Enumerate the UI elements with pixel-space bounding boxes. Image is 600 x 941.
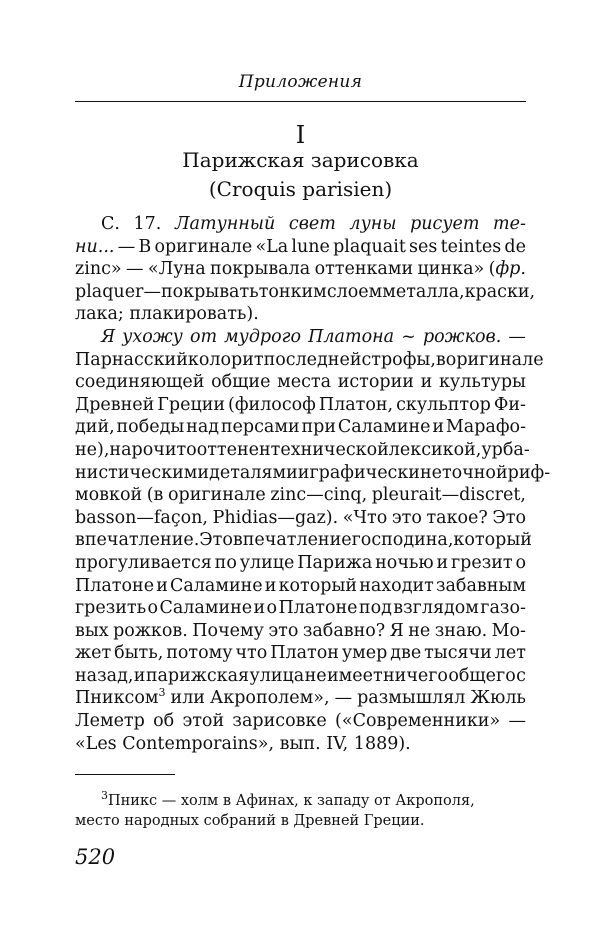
word: Латунный (174, 214, 276, 234)
word: рожков. (113, 620, 188, 641)
word: В (138, 236, 152, 257)
word: Платона (308, 326, 395, 347)
word: культуры (438, 372, 526, 393)
text-line (75, 597, 526, 620)
word: и (156, 575, 168, 596)
word: потому (166, 643, 233, 664)
word: — (126, 259, 144, 280)
word: этой (182, 711, 225, 732)
word: Платон (270, 643, 339, 664)
word: не (304, 665, 327, 686)
word: или (170, 688, 205, 709)
word: не), (75, 439, 110, 460)
word: Платоне (278, 598, 358, 619)
text-line (75, 371, 526, 394)
word: те- (493, 214, 526, 234)
word: грезить (75, 598, 147, 619)
word: с (516, 665, 526, 686)
word: победы (116, 417, 185, 438)
text-line (75, 529, 532, 552)
word: под (358, 598, 392, 619)
word: оригинале (445, 349, 544, 370)
text-line (75, 258, 526, 281)
text-line (75, 665, 526, 688)
word: впечатление (232, 530, 352, 551)
word: — (143, 281, 161, 302)
word: размышлял (357, 688, 466, 709)
word: Платоне (75, 575, 155, 596)
word: парижская (145, 665, 250, 686)
word: неточной (419, 462, 508, 483)
word: Мо- (491, 620, 526, 641)
word: зарисовке (232, 711, 327, 732)
word: графически (309, 462, 420, 483)
word: умер (341, 643, 388, 664)
word: Жюль (470, 688, 526, 709)
word: ses (409, 236, 438, 257)
word: Саламине (337, 417, 431, 438)
word: basson—façon, (75, 507, 208, 528)
word: мудрого (224, 326, 302, 347)
word: над (186, 417, 220, 438)
word: забавным (435, 575, 526, 596)
word: об (153, 711, 175, 732)
word: луны (349, 214, 397, 234)
word: тонким (258, 281, 327, 302)
word: — (334, 688, 353, 709)
word: Я (101, 326, 116, 347)
word: строфы, (361, 349, 436, 370)
word: ни... (75, 236, 115, 257)
word: pleurait—discret, (371, 485, 526, 506)
page-number: 520 (75, 845, 116, 869)
word: teintes (440, 236, 502, 257)
commentary-body (75, 213, 551, 755)
word: впечатление. (75, 530, 200, 551)
word: и (297, 462, 310, 483)
word: и (436, 552, 449, 573)
word: plaquait (333, 236, 406, 257)
footnote-line (75, 811, 526, 831)
word: Древней (75, 394, 155, 415)
word: который (278, 575, 358, 596)
word: Саламине (169, 575, 263, 596)
word: такое? (426, 507, 488, 528)
footnote-number: 3 (101, 789, 108, 803)
word: тысячи (424, 643, 492, 664)
word: — (508, 326, 526, 347)
footnote (75, 791, 526, 831)
word: лексикой, (388, 439, 482, 460)
word: прогуливается (75, 552, 212, 573)
footnote-text: место народных собраний в Древней Греции. (75, 813, 425, 829)
word: две (390, 643, 422, 664)
footnote-line (75, 791, 526, 811)
word: по (214, 552, 237, 573)
word: (фр. (488, 259, 526, 280)
word: (философ (228, 394, 316, 415)
word: Парижа (297, 552, 373, 573)
word: ухожу (122, 326, 183, 347)
word: находит (359, 575, 434, 596)
text-line (75, 349, 544, 372)
word: оригинале (154, 236, 253, 257)
word: колорит (187, 349, 264, 370)
word: в (435, 349, 446, 370)
word: Это (199, 530, 233, 551)
section-subtitle: (Croquis parisien) (208, 177, 393, 201)
word: деталями (209, 462, 298, 483)
text-line (75, 507, 526, 530)
word: Акрополем», (210, 688, 330, 709)
text-line (75, 484, 526, 507)
word: рисует (410, 214, 480, 234)
word: рожков. (422, 326, 502, 347)
section-title: Парижская зарисовка (182, 148, 419, 172)
footnote-rule (75, 774, 175, 775)
word: жет (75, 643, 112, 664)
word: оттенен (196, 439, 271, 460)
word: взглядом (393, 598, 479, 619)
word: и (133, 665, 146, 686)
word: — (117, 236, 136, 257)
word: улице (239, 552, 295, 573)
word: это (268, 620, 299, 641)
word: о (266, 598, 278, 619)
text-line (75, 439, 530, 462)
word: истории (337, 372, 414, 393)
word: краски, (464, 281, 536, 302)
word: Марафо- (445, 417, 526, 438)
text-line (75, 281, 536, 304)
word: что (235, 643, 268, 664)
word: лет (494, 643, 526, 664)
word: технической (270, 439, 389, 460)
word: Леметр (75, 711, 145, 732)
word: о (147, 598, 159, 619)
word: общего (448, 665, 516, 686)
word: Пниксом$^3$ (75, 686, 166, 709)
text-line (75, 642, 526, 665)
word: газо- (480, 598, 526, 619)
word: металла, (382, 281, 465, 302)
text-line (75, 733, 526, 756)
word: свет (288, 214, 336, 234)
word: при (301, 417, 336, 438)
word: скульптор (396, 394, 491, 415)
word: покрывала (210, 259, 311, 280)
header-rule (75, 101, 526, 102)
word: ~ (401, 326, 416, 347)
text-line (75, 620, 526, 643)
word: «Что (342, 507, 388, 528)
word: и (253, 598, 266, 619)
word: дий, (75, 417, 115, 438)
word: имеет (326, 665, 383, 686)
word: С. (101, 214, 120, 234)
word: — (508, 711, 526, 732)
word: и (432, 417, 445, 438)
footnote-text: Пникс — холм в Афинах, к западу от Акрополя, (108, 793, 475, 809)
word: Это (492, 507, 526, 528)
word: цинка» (417, 259, 485, 280)
text-line (75, 687, 526, 710)
word: господина, (351, 530, 454, 551)
word: Phidias—gaz). (212, 507, 339, 528)
word: персами (220, 417, 300, 438)
word: забавно? (302, 620, 386, 641)
word: ночью (375, 552, 434, 573)
text-line (75, 326, 526, 349)
word: нарочито (109, 439, 197, 460)
word: plaquer (75, 281, 144, 302)
word: от (189, 326, 218, 347)
word: улица (249, 665, 305, 686)
word: (в (146, 485, 164, 506)
text-run: «Les Contemporains», вып. IV, 1889). (75, 733, 411, 754)
word: урба- (481, 439, 530, 460)
word: который (453, 530, 532, 551)
word: и (264, 575, 277, 596)
word: знаю. (434, 620, 488, 641)
text-line (75, 462, 551, 485)
word: «Луна (147, 259, 206, 280)
word: быть, (114, 643, 164, 664)
text-line (75, 416, 526, 439)
word: о (515, 552, 526, 573)
word: Я (389, 620, 404, 641)
word: lune (291, 236, 330, 257)
text-line (75, 213, 526, 236)
text-line (75, 575, 526, 598)
section-numeral: I (295, 121, 306, 149)
text-line (75, 236, 526, 259)
text-line (75, 303, 526, 326)
word: это (391, 507, 422, 528)
word: Почему (192, 620, 264, 641)
word: риф- (507, 462, 551, 483)
word: последней (263, 349, 362, 370)
word: не (408, 620, 431, 641)
word: оригинале (167, 485, 266, 506)
text-run: лака; плакировать). (75, 304, 259, 325)
word: («Современники» (335, 711, 501, 732)
word: 17. (133, 214, 162, 234)
word: «La (255, 236, 289, 257)
word: Греции (157, 394, 226, 415)
running-header: Приложения (238, 72, 363, 92)
word: нистическими (75, 462, 210, 483)
text-line (75, 552, 526, 575)
word: оттенками (314, 259, 414, 280)
word: вых (75, 620, 109, 641)
word: слоем (326, 281, 383, 302)
word: общие (211, 372, 271, 393)
word: места (277, 372, 332, 393)
text-line (75, 394, 526, 417)
word: Фи- (493, 394, 526, 415)
word: Парнасский (75, 349, 188, 370)
word: Саламине (159, 598, 253, 619)
word: zinc—cinq, (270, 485, 368, 506)
word: ничего (383, 665, 448, 686)
word: и (420, 372, 433, 393)
word: мовкой (75, 485, 143, 506)
text-line (75, 710, 526, 733)
word: грезит (451, 552, 513, 573)
word: покрывать (160, 281, 259, 302)
word: zinc» (75, 259, 122, 280)
word: соединяющей (75, 372, 205, 393)
word: назад, (75, 665, 134, 686)
word: de (504, 236, 526, 257)
word: Платон, (318, 394, 394, 415)
